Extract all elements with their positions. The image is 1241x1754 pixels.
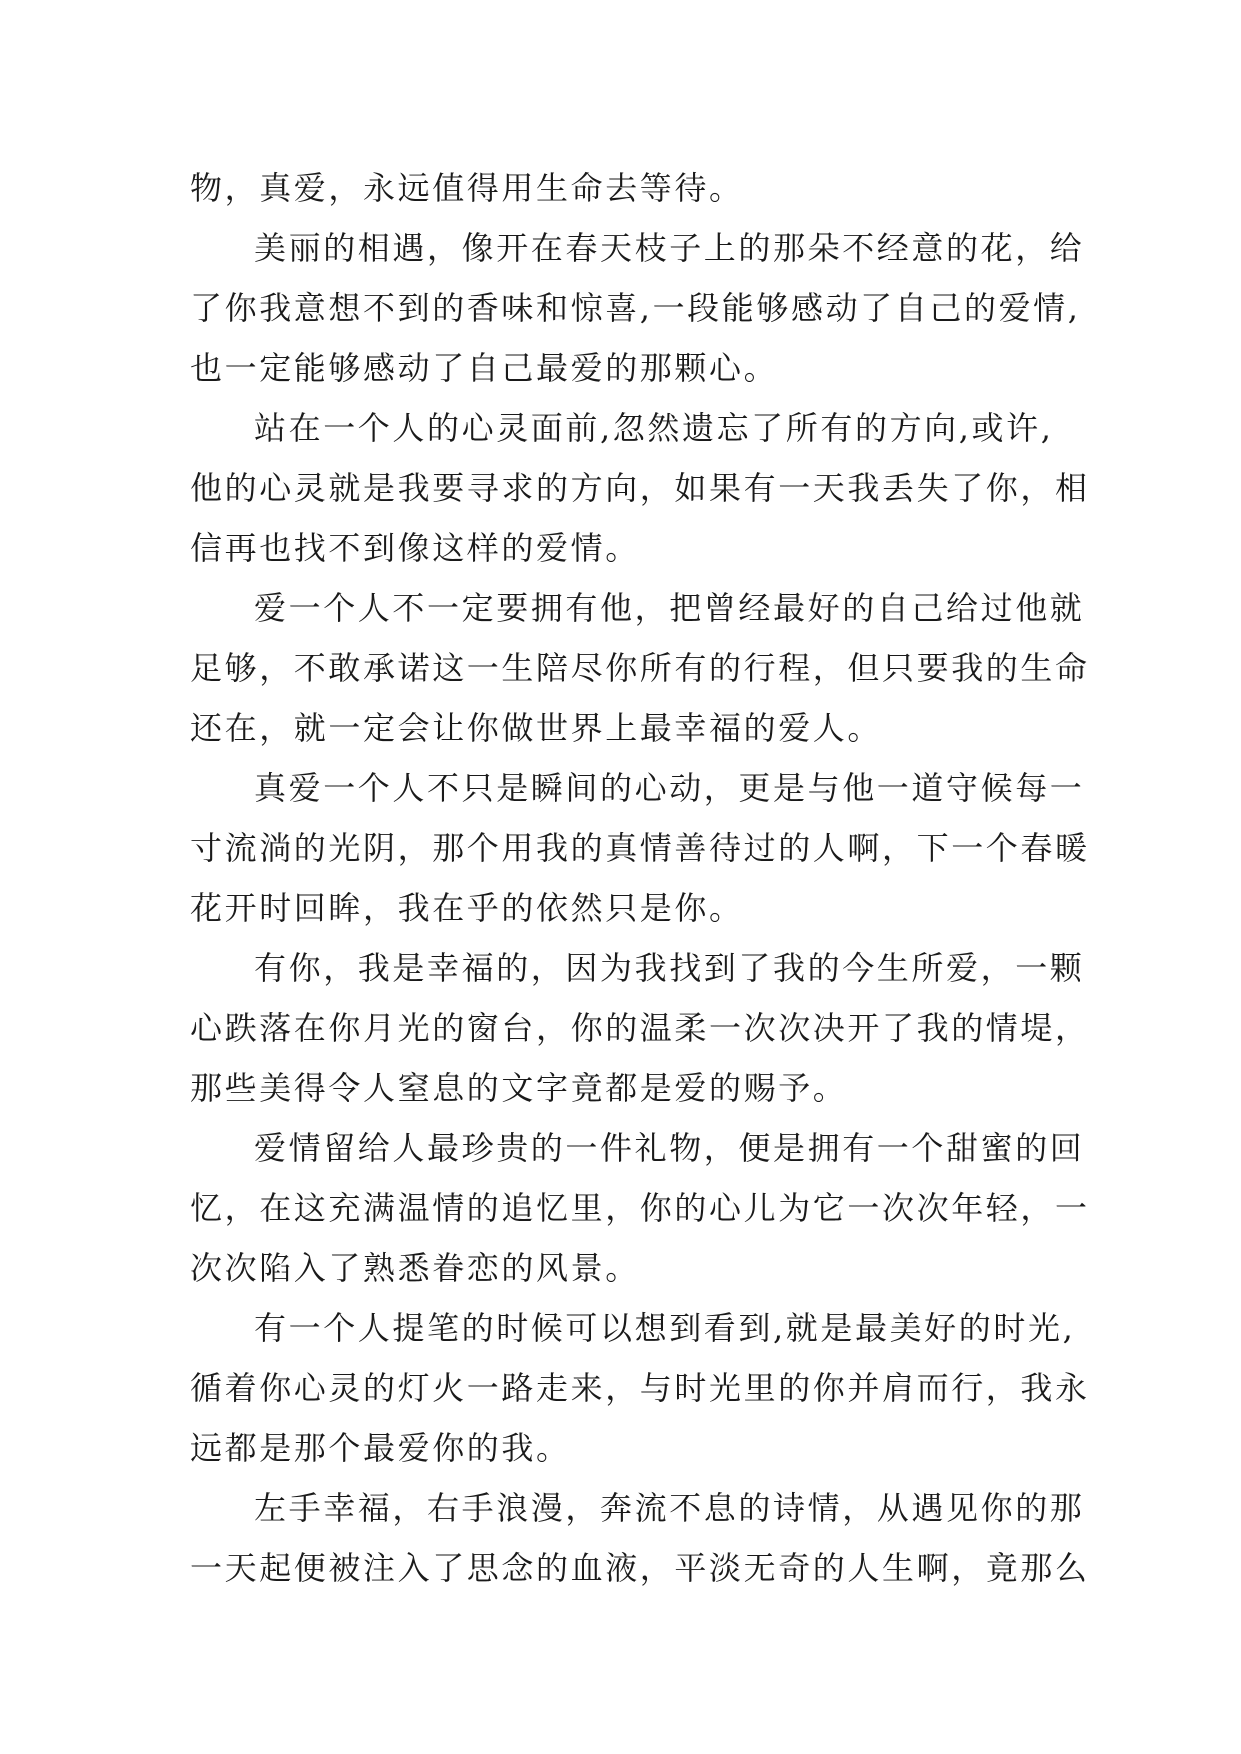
text-line: 远都是那个最爱你的我。 — [190, 1429, 571, 1467]
text-line: 还在，就一定会让你做世界上最幸福的爱人。 — [190, 709, 883, 747]
text-line: 左手幸福，右手浪漫，奔流不息的诗情，从遇见你的那 — [254, 1489, 1085, 1527]
text-line: 有你，我是幸福的，因为我找到了我的今生所爱，一颗 — [254, 949, 1085, 987]
text-line: 信再也找不到像这样的爱情。 — [190, 529, 640, 567]
body-text — [190, 158, 1090, 1598]
text-line: 爱情留给人最珍贵的一件礼物，便是拥有一个甜蜜的回 — [254, 1129, 1085, 1167]
text-line: 心跌落在你月光的窗台，你的温柔一次次决开了我的情堤， — [190, 1009, 1090, 1047]
text-line: 忆，在这充满温情的追忆里，你的心儿为它一次次年轻，一 — [190, 1189, 1090, 1227]
text-line: 真爱一个人不只是瞬间的心动，更是与他一道守候每一 — [254, 769, 1085, 807]
text-line: 了你我意想不到的香味和惊喜,一段能够感动了自己的爱情, — [190, 289, 1081, 327]
text-line: 足够，不敢承诺这一生陪尽你所有的行程，但只要我的生命 — [190, 649, 1090, 687]
text-line: 寸流淌的光阴，那个用我的真情善待过的人啊，下一个春暖 — [190, 829, 1090, 867]
text-line: 循着你心灵的灯火一路走来，与时光里的你并肩而行，我永 — [190, 1369, 1090, 1407]
text-line: 那些美得令人窒息的文字竟都是爱的赐予。 — [190, 1069, 848, 1107]
text-line: 爱一个人不一定要拥有他，把曾经最好的自己给过他就 — [254, 589, 1085, 627]
text-line: 也一定能够感动了自己最爱的那颗心。 — [190, 349, 779, 387]
text-line: 物，真爱，永远值得用生命去等待。 — [190, 169, 744, 207]
text-line: 他的心灵就是我要寻求的方向，如果有一天我丢失了你，相 — [190, 469, 1090, 507]
text-line: 花开时回眸，我在乎的依然只是你。 — [190, 889, 744, 927]
text-line: 次次陷入了熟悉眷恋的风景。 — [190, 1249, 640, 1287]
text-line: 一天起便被注入了思念的血液，平淡无奇的人生啊，竟那么 — [190, 1549, 1090, 1587]
text-line: 美丽的相遇，像开在春天枝子上的那朵不经意的花，给 — [254, 229, 1085, 267]
text-line: 站在一个人的心灵面前,忽然遗忘了所有的方向,或许, — [254, 409, 1054, 447]
text-line: 有一个人提笔的时候可以想到看到,就是最美好的时光, — [254, 1309, 1076, 1347]
